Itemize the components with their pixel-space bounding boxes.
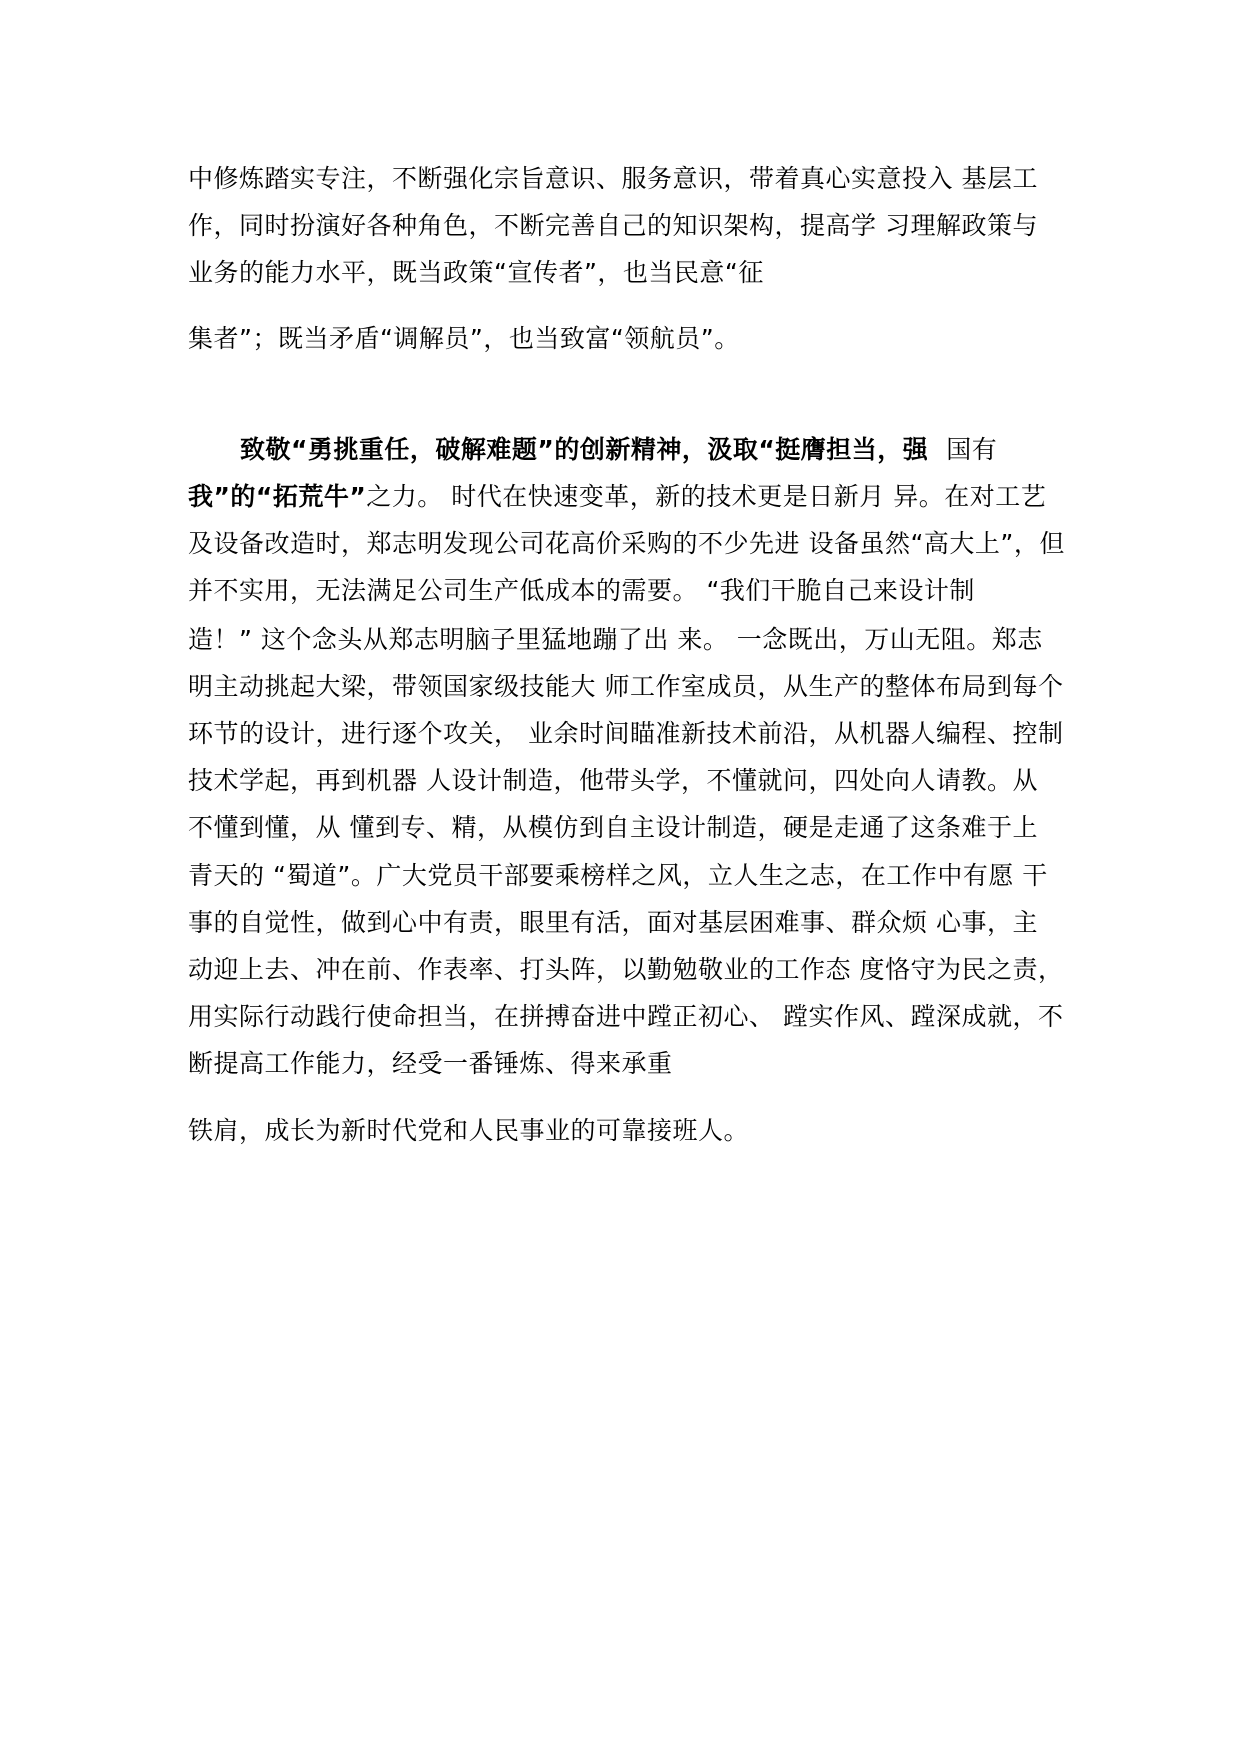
paragraph-2-line-7: 环节的设计，进行逐个攻关， 业余时间瞄准新技术前沿，从机器人编程、控制 <box>188 719 1064 748</box>
paragraph-2-line-10: 青天的 “蜀道”。广大党员干部要乘榜样之风，立人生之志，在工作中有愿 干 <box>188 861 1048 890</box>
paragraph-1-line-3: 业务的能力水平，既当政策“宣传者”，也当民意“征 <box>188 258 764 287</box>
paragraph-2-line-13: 用实际行动践行使命担当，在拼搏奋进中蹚正初心、 蹚实作风、蹚深成就，不 <box>188 1002 1064 1031</box>
paragraph-2-line-2-rest: 之力。 时代在快速变革，新的技术更是日新月 异。在对工艺 <box>366 482 1047 511</box>
paragraph-2-line-9: 不懂到懂，从 懂到专、精，从模仿到自主设计制造，硬是走通了这条难于上 <box>188 813 1038 842</box>
paragraph-2-heading-bold: 致敬“勇挑重任，破解难题”的创新精神，汲取“挺膺担当，强 <box>240 435 929 464</box>
paragraph-2-heading-tail: 国有 <box>946 435 998 464</box>
paragraph-2-line-3: 及设备改造时，郑志明发现公司花高价采购的不少先进 设备虽然“高大上”，但 <box>188 529 1065 558</box>
paragraph-2-line-14: 断提高工作能力，经受一番锤炼、得来承重 <box>188 1049 673 1078</box>
paragraph-2-line-11: 事的自觉性，做到心中有责，眼里有活，面对基层困难事、群众烦 心事，主 <box>188 908 1038 937</box>
paragraph-2-line-6: 明主动挑起大梁，带领国家级技能大 师工作室成员，从生产的整体布局到每个 <box>188 672 1064 701</box>
paragraph-1-line-1: 中修炼踏实专注，不断强化宗旨意识、服务意识，带着真心实意投入 基层工 <box>188 164 1038 193</box>
paragraph-2-line-8: 技术学起，再到机器 人设计制造，他带头学，不懂就问，四处向人请教。从 <box>188 766 1038 795</box>
paragraph-2-line-2 <box>188 481 1046 513</box>
paragraph-2-line-12: 动迎上去、冲在前、作表率、打头阵，以勤勉敬业的工作态 度恪守为民之责， <box>188 955 1064 984</box>
paragraph-2-heading-line <box>240 434 997 466</box>
paragraph-2-line-4: 并不实用，无法满足公司生产低成本的需要。 “我们干脆自己来设计制 <box>188 576 975 605</box>
paragraph-1-line-2: 作，同时扮演好各种角色，不断完善自己的知识架构，提高学 习理解政策与 <box>188 211 1038 240</box>
paragraph-2-line-5: 造！” 这个念头从郑志明脑子里猛地蹦了出 来。 一念既出，万山无阻。郑志 <box>188 625 1043 654</box>
paragraph-2-line-2-bold: 我”的“拓荒牛” <box>188 482 367 511</box>
paragraph-1-line-4: 集者”；既当矛盾“调解员”，也当致富“领航员”。 <box>188 324 740 353</box>
paragraph-2-line-15: 铁肩，成长为新时代党和人民事业的可靠接班人。 <box>188 1116 750 1145</box>
